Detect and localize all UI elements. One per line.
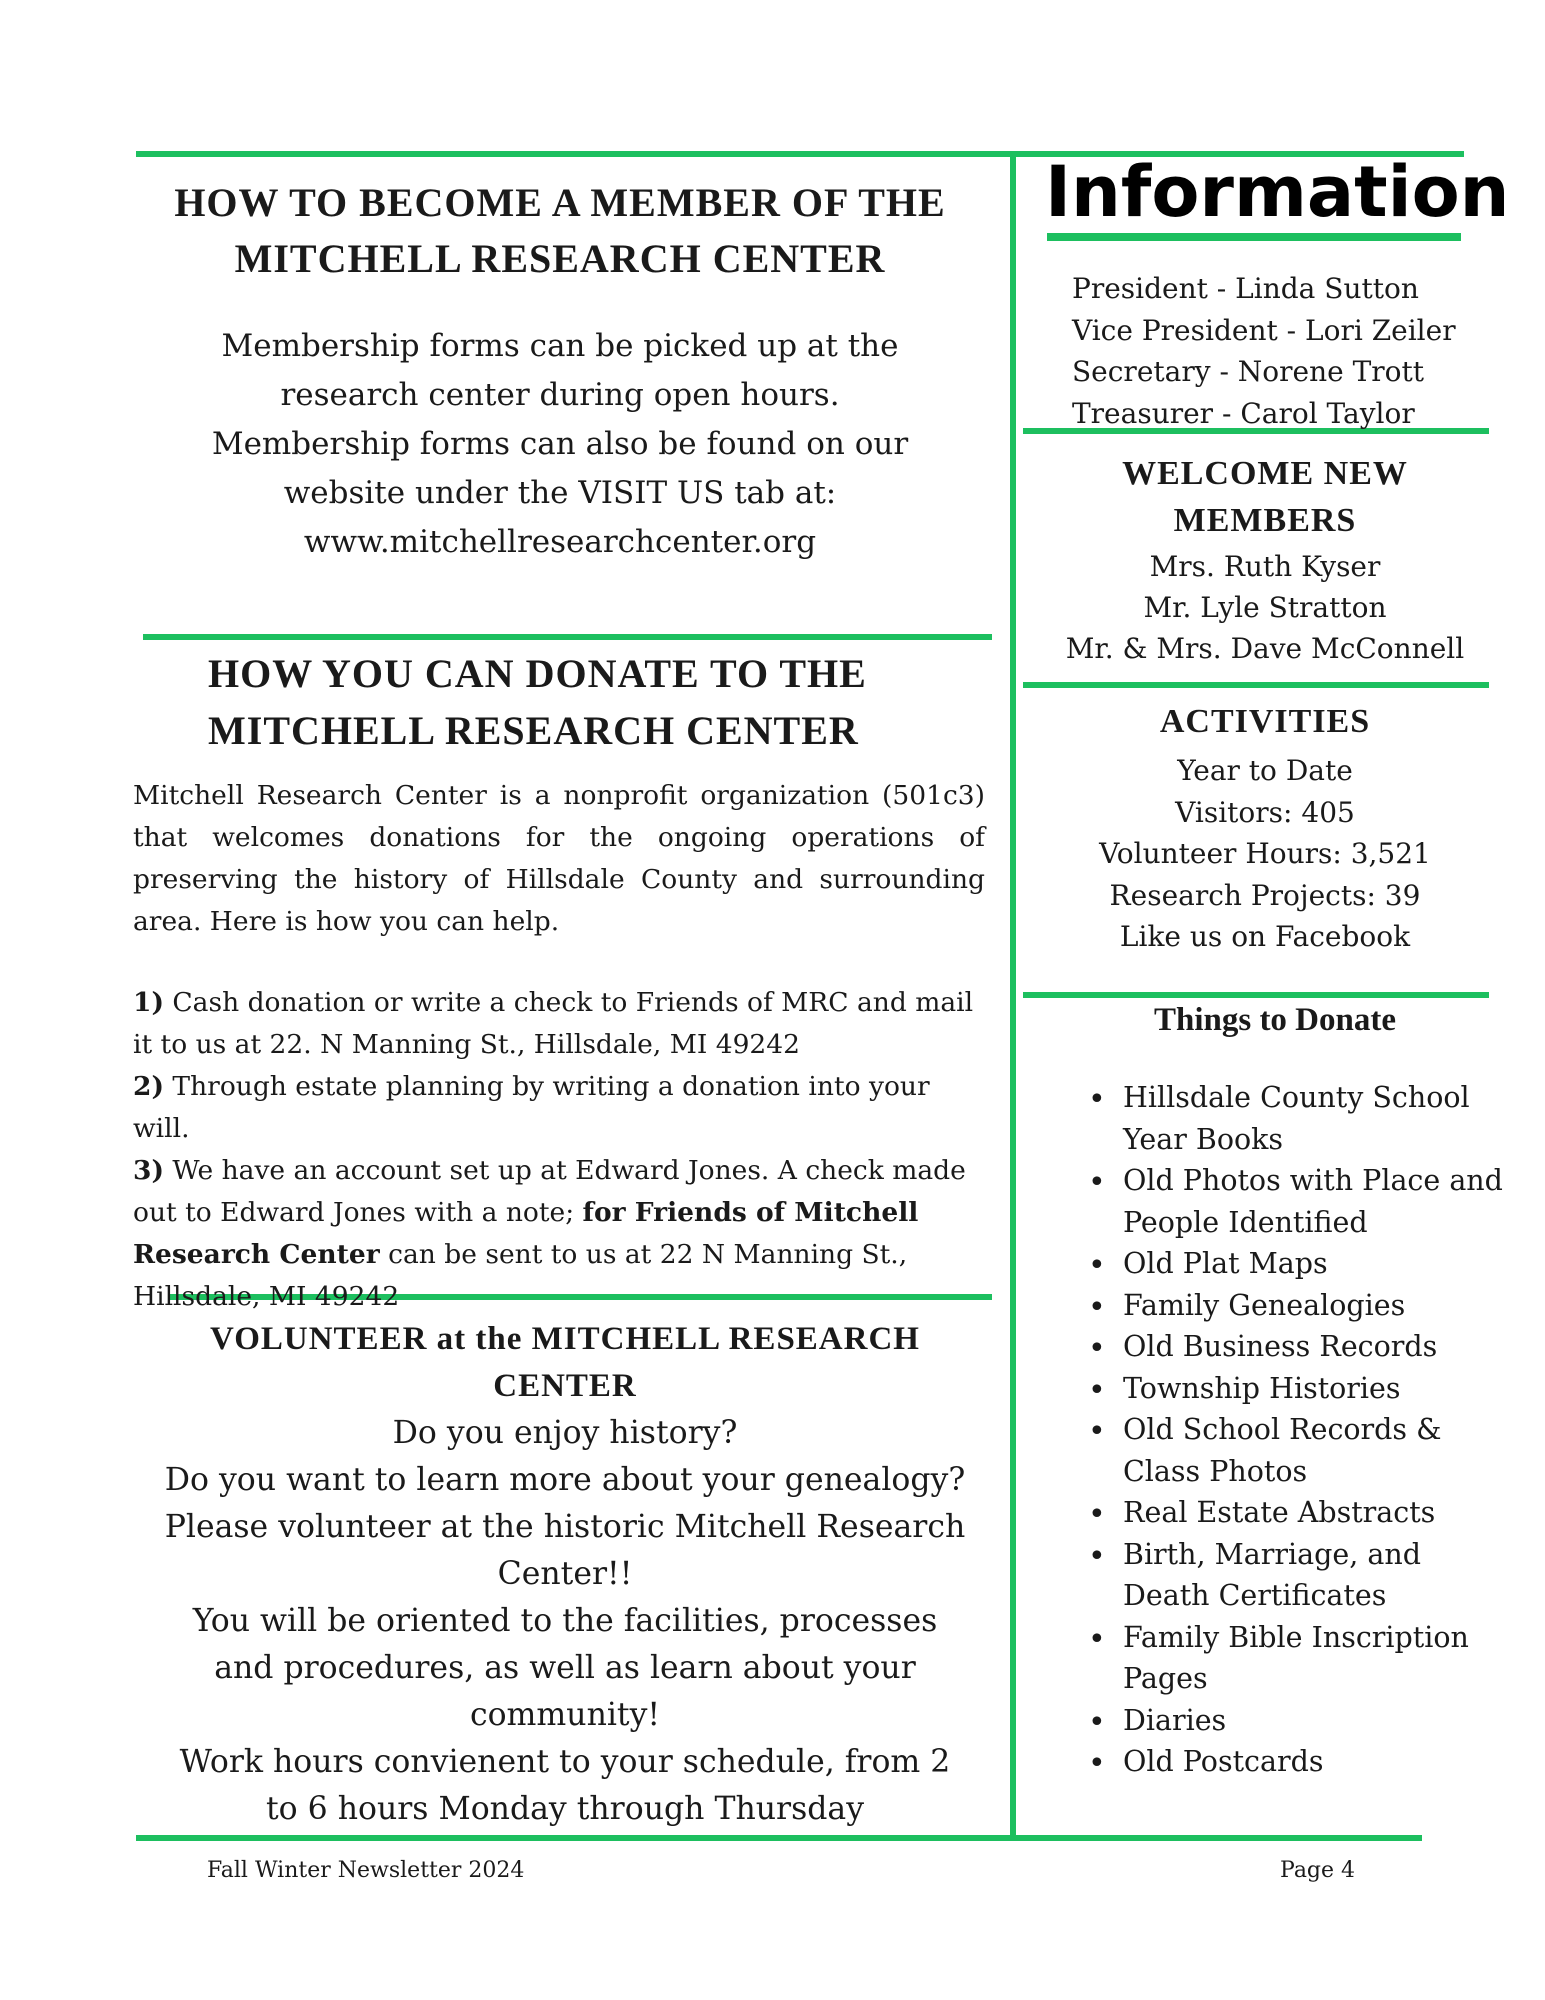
list-item: • Diaries [1085,1700,1515,1742]
activity-line: Year to Date [1177,754,1353,787]
membership-line-1: Membership forms can be picked up at the research center during open hours. [221,328,899,413]
donate-method-1 [133,982,985,1066]
list-item: • Old School Records & Class Photos [1085,1409,1515,1492]
activity-line: Research Projects: 39 [1109,878,1421,912]
facebook-link[interactable]: Like us on Facebook [1119,920,1411,953]
bottom-rule [136,1835,1422,1841]
things-to-donate-list [1085,1077,1515,1783]
membership-heading: HOW TO BECOME A MEMBER OF THE MITCHELL RESEARCH CENTER [174,180,946,281]
method-text: We have an account set up at Edward Jones. A check made out to Edward Jones with a note; [133,1155,966,1228]
membership-body [160,322,960,567]
officer-vice-president: Vice President - Lori Zeiler [1072,313,1456,347]
new-member: Mrs. Ruth Kyser [1149,550,1381,583]
page-number: Page 4 [1280,1858,1356,1883]
welcome-rule [1023,682,1489,688]
activity-line: Visitors: 405 [1175,795,1355,829]
donate-heading: HOW YOU CAN DONATE TO THE MITCHELL RESEARCH CENTER [208,651,867,753]
activity-line: Volunteer Hours: 3,521 [1099,837,1431,870]
method-number: 1) [133,987,164,1018]
volunteer-paragraph-1: Please volunteer at the historic Mitchell Research Center!! [164,1509,966,1592]
list-item: • Family Genealogies [1085,1285,1515,1327]
list-item: • Hillsdale County School Year Books [1085,1077,1515,1160]
website-link[interactable]: www.mitchellresearchcenter.org [303,524,817,560]
list-item: • Township Histories [1085,1368,1515,1410]
method-text: can be sent to us at 22 N Manning St., Hillsdale, MI 49242 [133,1239,908,1312]
member-rule [143,634,992,640]
method-text: Cash donation or write a check to Friends of MRC and mail it to us at 22. N Manning St., Hillsdale, MI 49242 [133,987,974,1060]
new-member: Mr. Lyle Stratton [1143,591,1387,624]
list-item: • Old Plat Maps [1085,1243,1515,1285]
activities-heading: ACTIVITIES [1159,703,1371,740]
volunteer-paragraph-3: Work hours convienent to your schedule, from 2 to 6 hours Monday through Thursday [179,1744,951,1827]
list-item: • Old Photos with Place and People Identified [1085,1160,1515,1243]
officer-secretary: Secretary - Norene Trott [1072,355,1425,388]
things-to-donate-heading: Things to Donate [1153,1002,1397,1038]
donate-method-3 [133,1150,985,1318]
activities-list [1030,750,1500,958]
volunteer-question-2: Do you want to learn more about your genealogy? [164,1462,966,1498]
list-item: • Family Bible Inscription Pages [1085,1617,1515,1700]
list-item: • Birth, Marriage, and Death Certificates [1085,1534,1515,1617]
donate-method-2 [133,1066,985,1150]
new-member: Mr. & Mrs. Dave McConnell [1065,632,1465,665]
list-item: • Old Business Records [1085,1326,1515,1368]
method-bold-text: for Friends of Mitchell Research Center [133,1197,919,1270]
method-text: Through estate planning by writing a donation into your will. [133,1071,930,1144]
welcome-heading: WELCOME NEW MEMBERS [1122,455,1408,539]
list-item: • Old Postcards [1085,1741,1515,1783]
volunteer-paragraph-2: You will be oriented to the facilities, processes and procedures, as well as learn about your community! [192,1603,938,1733]
volunteer-question-1: Do you enjoy history? [392,1415,738,1451]
volunteer-heading: VOLUNTEER at the MITCHELL RESEARCH CENTER [210,1321,920,1404]
new-members-list [1030,546,1500,669]
list-item: • Real Estate Abstracts [1085,1492,1515,1534]
officers-list [1072,268,1492,434]
newsletter-footer: Fall Winter Newsletter 2024 [207,1858,525,1883]
membership-line-2: Membership forms can also be found on our website under the VISIT US tab at: [211,426,909,511]
method-number: 2) [133,1071,164,1102]
officer-president: President - Linda Sutton [1072,272,1419,305]
donate-intro: Mitchell Research Center is a nonprofit organization (501c3) that welcomes donations for the ongoing operations of preserving the history of Hillsdale County and surrounding area. Here is how you can help. [133,780,985,937]
donate-methods [133,982,985,1318]
method-number: 3) [133,1155,164,1186]
info-title-underline [1047,233,1461,241]
information-title: Information [1045,151,1510,233]
officer-treasurer: Treasurer - Carol Taylor [1072,396,1415,430]
column-divider [1010,154,1016,1840]
volunteer-body [160,1410,970,1833]
